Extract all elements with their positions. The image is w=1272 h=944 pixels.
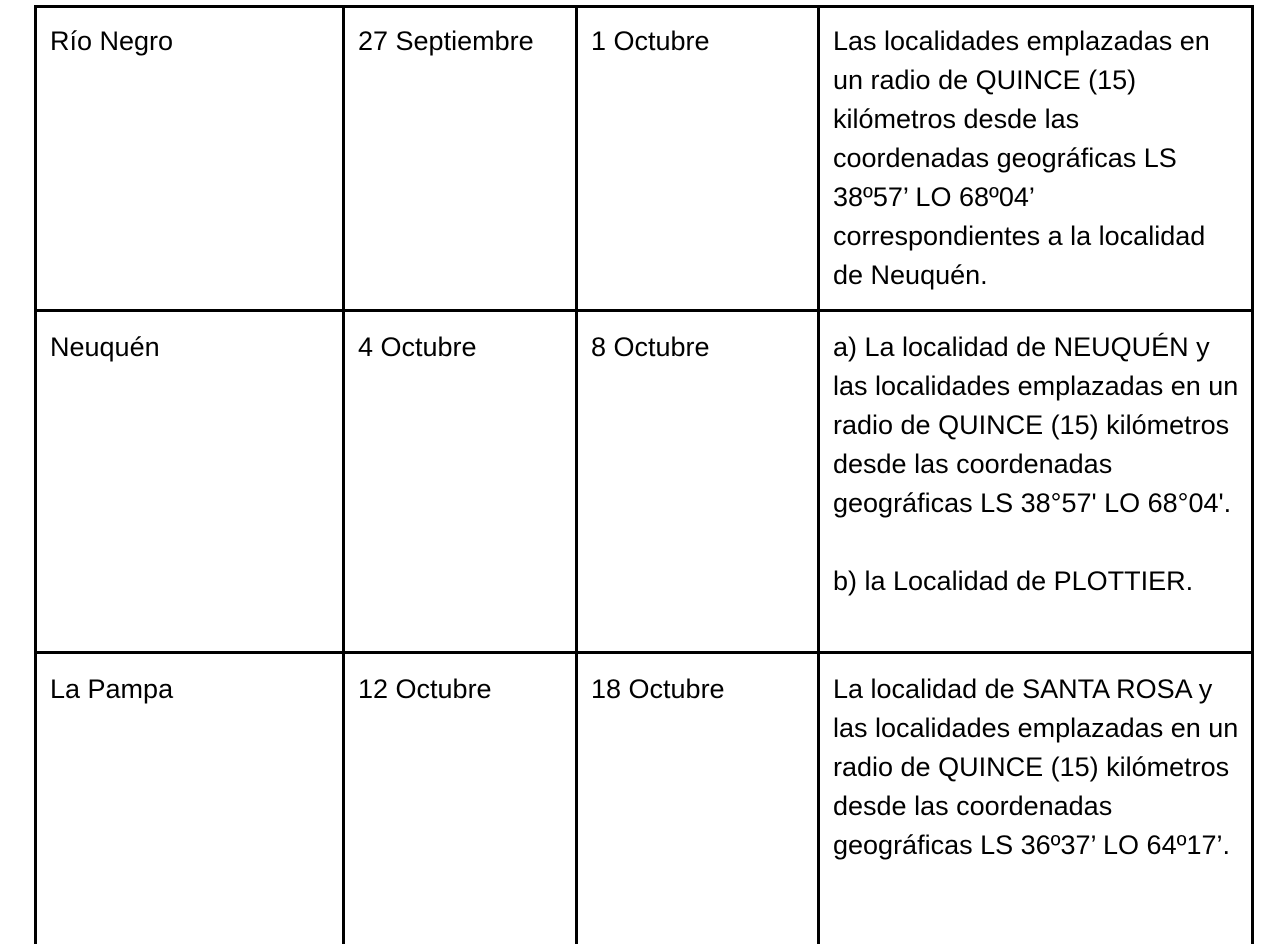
schedule-table (34, 5, 1254, 944)
end-date-cell: 1 Octubre (577, 7, 819, 311)
detail-paragraph: a) La localidad de NEUQUÉN y las localidades emplazadas en un radio de QUINCE (15) kilómetros desde las coordenadas geográficas LS 38°57' LO 68°04'. (833, 328, 1239, 523)
province-cell: Neuquén (36, 311, 344, 653)
detail-paragraph: Las localidades emplazadas en un radio de QUINCE (15) kilómetros desde las coordenadas geográficas LS 38º57’ LO 68º04’ correspondientes a la localidad de Neuquén. (833, 22, 1239, 295)
start-date-cell: 12 Octubre (344, 653, 577, 944)
end-date-cell: 8 Octubre (577, 311, 819, 653)
start-date-cell: 4 Octubre (344, 311, 577, 653)
province-cell: La Pampa (36, 653, 344, 944)
locality-detail-cell (819, 653, 1253, 944)
start-date-cell: 27 Septiembre (344, 7, 577, 311)
province-cell: Río Negro (36, 7, 344, 311)
locality-detail-cell (819, 7, 1253, 311)
end-date-cell: 18 Octubre (577, 653, 819, 944)
detail-paragraph: b) la Localidad de PLOTTIER. (833, 562, 1239, 601)
table-row (36, 653, 1253, 944)
table-row (36, 311, 1253, 653)
locality-detail-cell (819, 311, 1253, 653)
table-row (36, 7, 1253, 311)
detail-paragraph: La localidad de SANTA ROSA y las localidades emplazadas en un radio de QUINCE (15) kilómetros desde las coordenadas geográficas LS 36º37’ LO 64º17’. (833, 670, 1239, 865)
